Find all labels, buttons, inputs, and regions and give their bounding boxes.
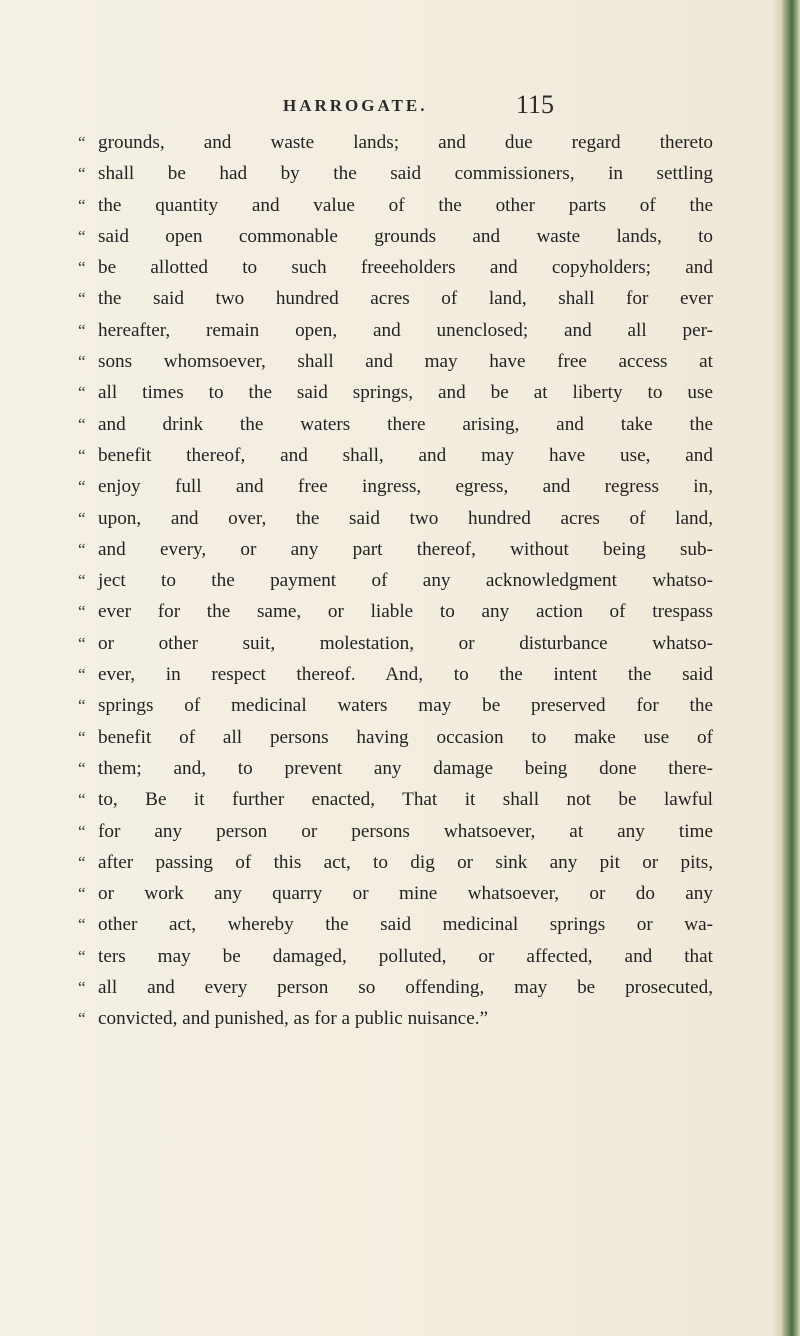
quote-mark: “ xyxy=(78,226,86,246)
text-line xyxy=(78,753,778,784)
line-text: them; and, to prevent any damage being done there- xyxy=(98,757,713,779)
line-text: all and every person so offending, may be prosecuted, xyxy=(98,977,713,999)
quote-mark: “ xyxy=(78,352,86,372)
text-line xyxy=(78,440,778,471)
line-text: ters may be damaged, polluted, or affected, and that xyxy=(98,945,713,967)
line-text: be allotted to such freeeholders and copyholders; and xyxy=(98,257,713,279)
page-edge-binding xyxy=(780,0,800,1336)
quote-mark: “ xyxy=(78,790,86,810)
text-line xyxy=(78,221,778,252)
line-text: benefit thereof, and shall, and may have use, and xyxy=(98,444,713,466)
quote-mark: “ xyxy=(78,414,86,434)
quote-mark: “ xyxy=(78,633,86,653)
line-text: after passing of this act, to dig or sink any pit or pits, xyxy=(98,851,713,873)
text-line xyxy=(78,847,778,878)
text-line xyxy=(78,816,778,847)
line-text: enjoy full and free ingress, egress, and regress in, xyxy=(98,476,713,498)
text-line xyxy=(78,127,778,158)
text-line xyxy=(78,690,778,721)
quote-mark: “ xyxy=(78,884,86,904)
text-line xyxy=(78,972,778,1003)
text-line xyxy=(78,909,778,940)
line-text: and drink the waters there arising, and take the xyxy=(98,413,713,435)
page-number: 115 xyxy=(516,90,555,119)
page-header xyxy=(0,92,800,128)
quote-mark: “ xyxy=(78,946,86,966)
line-text: for any person or persons whatsoever, at any time xyxy=(98,820,713,842)
quote-mark: “ xyxy=(78,821,86,841)
quote-mark: “ xyxy=(78,852,86,872)
quote-mark: “ xyxy=(78,508,86,528)
line-text: and every, or any part thereof, without being sub- xyxy=(98,538,713,560)
line-text: or other suit, molestation, or disturbance whatso- xyxy=(98,632,713,654)
quote-mark: “ xyxy=(78,915,86,935)
line-text: the said two hundred acres of land, shall for ever xyxy=(98,288,713,310)
line-text: to, Be it further enacted, That it shall not be lawful xyxy=(98,789,713,811)
line-text: all times to the said springs, and be at liberty to use xyxy=(98,382,713,404)
line-text: ject to the payment of any acknowledgment whatso- xyxy=(98,570,713,592)
line-text: or work any quarry or mine whatsoever, or do any xyxy=(98,883,713,905)
quote-mark: “ xyxy=(78,133,86,152)
text-line xyxy=(78,659,778,690)
text-line xyxy=(78,784,778,815)
line-text: hereafter, remain open, and unenclosed; and all per- xyxy=(98,319,713,341)
text-line xyxy=(78,409,778,440)
text-line xyxy=(78,628,778,659)
line-text: ever for the same, or liable to any action of trespass xyxy=(98,601,713,623)
text-line xyxy=(78,534,778,565)
text-line xyxy=(78,252,778,283)
quote-mark: “ xyxy=(78,383,86,403)
line-text: sons whomsoever, shall and may have free access at xyxy=(98,351,713,373)
quote-mark: “ xyxy=(78,195,86,215)
gutter-shadow xyxy=(772,0,780,1336)
text-line xyxy=(78,283,778,314)
quote-mark: “ xyxy=(78,571,86,591)
text-line xyxy=(78,941,778,972)
line-text: shall be had by the said commissioners, in settling xyxy=(98,163,713,185)
quote-mark: “ xyxy=(78,696,86,716)
quote-mark: “ xyxy=(78,320,86,340)
line-text: other act, whereby the said medicinal springs or wa- xyxy=(98,914,713,936)
quote-mark: “ xyxy=(78,445,86,465)
quote-mark: “ xyxy=(78,289,86,309)
text-line xyxy=(78,1003,778,1034)
line-text: ever, in respect thereof. And, to the intent the said xyxy=(98,664,713,686)
text-line xyxy=(78,315,778,346)
text-line xyxy=(78,158,778,189)
quote-mark: “ xyxy=(78,978,86,998)
quote-mark: “ xyxy=(78,665,86,685)
body-text xyxy=(78,127,778,1035)
quote-mark: “ xyxy=(78,539,86,559)
text-line xyxy=(78,471,778,502)
line-text: benefit of all persons having occasion to make use of xyxy=(98,726,713,748)
quote-mark: “ xyxy=(78,602,86,622)
text-line xyxy=(78,878,778,909)
running-title: HARROGATE. xyxy=(283,96,428,115)
quote-mark: “ xyxy=(78,727,86,747)
quote-mark: “ xyxy=(78,758,86,778)
line-text: springs of medicinal waters may be preserved for the xyxy=(98,695,713,717)
quote-mark: “ xyxy=(78,258,86,278)
line-text: grounds, and waste lands; and due regard thereto xyxy=(98,132,713,153)
text-line xyxy=(78,346,778,377)
text-line xyxy=(78,565,778,596)
text-line xyxy=(78,596,778,627)
line-text: convicted, and punished, as for a public nuisance.” xyxy=(98,1008,489,1030)
text-line xyxy=(78,377,778,408)
line-text: said open commonable grounds and waste lands, to xyxy=(98,225,713,247)
text-line xyxy=(78,190,778,221)
line-text: the quantity and value of the other parts of the xyxy=(98,194,713,216)
text-line xyxy=(78,503,778,534)
quote-mark: “ xyxy=(78,477,86,497)
quote-mark: “ xyxy=(78,164,86,184)
line-text: upon, and over, the said two hundred acres of land, xyxy=(98,507,713,529)
text-line xyxy=(78,722,778,753)
quote-mark: “ xyxy=(78,1009,86,1029)
